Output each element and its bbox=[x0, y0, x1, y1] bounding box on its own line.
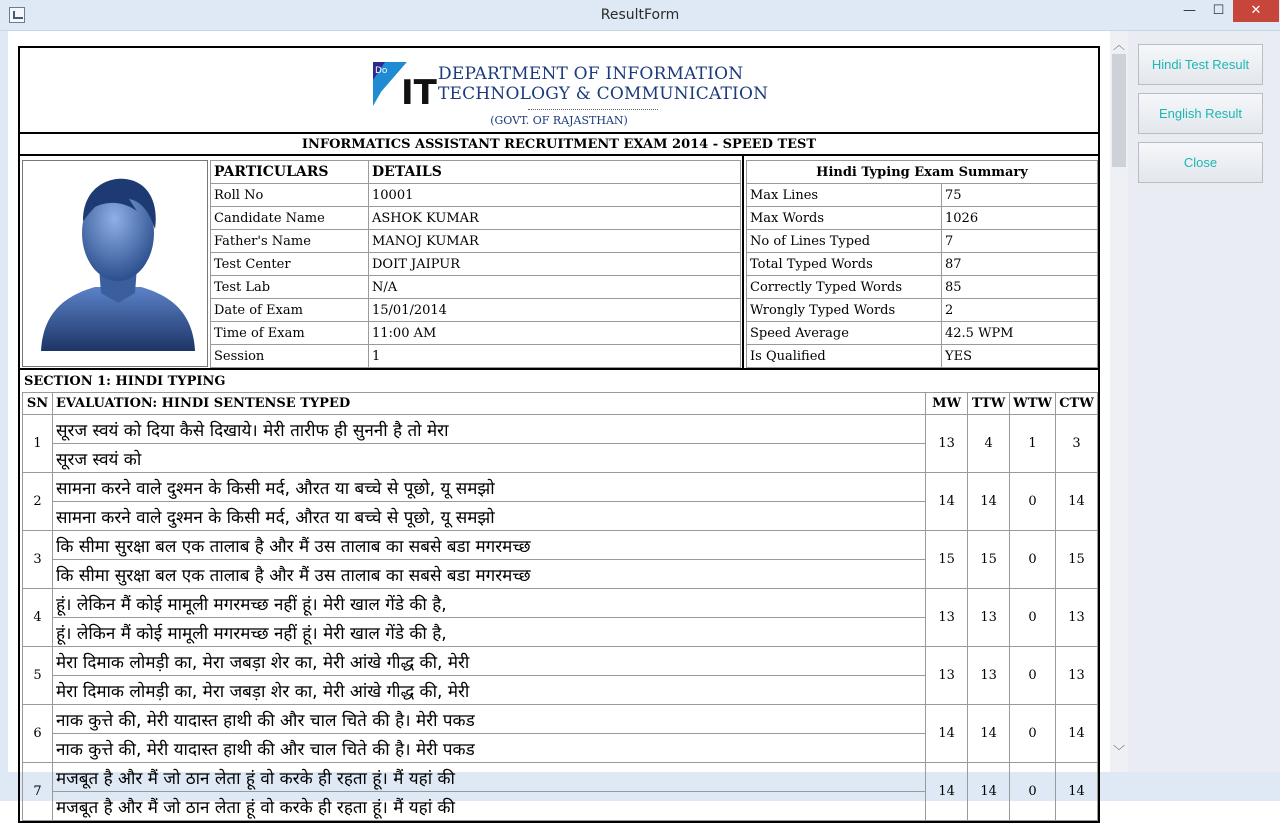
typed-sentence: मजबूत है और मैं जो ठान लेता हूं वो करके ही रहता हूं। मैं यहां की bbox=[53, 792, 926, 821]
row-value: 87 bbox=[942, 253, 1098, 276]
ttw-value: 15 bbox=[968, 531, 1010, 589]
ctw-value: 3 bbox=[1056, 415, 1098, 473]
row-value: 75 bbox=[942, 184, 1098, 207]
table-row bbox=[747, 276, 1098, 299]
table-row bbox=[23, 473, 1098, 502]
ttw-value: 4 bbox=[968, 415, 1010, 473]
ctw-value: 13 bbox=[1056, 589, 1098, 647]
wtw-value: 0 bbox=[1010, 705, 1056, 763]
table-row bbox=[747, 299, 1098, 322]
typed-sentence: सूरज स्वयं को bbox=[53, 444, 926, 473]
scroll-thumb[interactable] bbox=[1112, 54, 1126, 167]
doit-logo-icon bbox=[373, 62, 437, 113]
ttw-value: 14 bbox=[968, 473, 1010, 531]
report-viewport bbox=[8, 31, 1110, 818]
table-row bbox=[23, 763, 1098, 792]
row-sn: 3 bbox=[23, 531, 53, 589]
row-value: 42.5 WPM bbox=[942, 322, 1098, 345]
row-value: MANOJ KUMAR bbox=[369, 230, 741, 253]
row-label: Roll No bbox=[211, 184, 369, 207]
ctw-value: 13 bbox=[1056, 647, 1098, 705]
row-label: Father's Name bbox=[211, 230, 369, 253]
hindi-typing-table bbox=[22, 392, 1098, 821]
row-sn: 7 bbox=[23, 763, 53, 821]
scroll-up-icon[interactable]: ︿ bbox=[1112, 38, 1125, 52]
summary-header-row bbox=[747, 161, 1098, 184]
logo-do-text: Do bbox=[375, 66, 388, 76]
ctw-value: 14 bbox=[1056, 473, 1098, 531]
ctw-value: 15 bbox=[1056, 531, 1098, 589]
row-sn: 1 bbox=[23, 415, 53, 473]
row-value: 7 bbox=[942, 230, 1098, 253]
user-avatar-icon bbox=[37, 171, 199, 357]
row-label: Test Center bbox=[211, 253, 369, 276]
row-value: 10001 bbox=[369, 184, 741, 207]
minimize-button[interactable]: — bbox=[1183, 3, 1196, 18]
wtw-value: 0 bbox=[1010, 531, 1056, 589]
particulars-header-row bbox=[211, 161, 741, 184]
sn-header: SN bbox=[23, 393, 53, 415]
row-label: Test Lab bbox=[211, 276, 369, 299]
typed-sentence: हूं। लेकिन मैं कोई मामूली मगरमच्छ नहीं हूं। मेरी खाल गेंडे की है, bbox=[53, 618, 926, 647]
ttw-value: 14 bbox=[968, 763, 1010, 821]
ttw-value: 13 bbox=[968, 589, 1010, 647]
header-divider bbox=[528, 109, 658, 110]
report-sheet bbox=[18, 46, 1100, 823]
given-sentence: सामना करने वाले दुश्मन के किसी मर्द, औरत या बच्चे से पूछो, यू समझो bbox=[53, 473, 926, 502]
row-label: Session bbox=[211, 345, 369, 368]
hindi-test-result-button[interactable]: Hindi Test Result bbox=[1138, 44, 1263, 85]
department-name-line1: DEPARTMENT OF INFORMATION bbox=[438, 64, 744, 84]
table-row bbox=[747, 207, 1098, 230]
details-header: DETAILS bbox=[369, 161, 741, 184]
report-header bbox=[20, 48, 1098, 134]
typing-summary-table bbox=[746, 160, 1098, 368]
ttw-value: 13 bbox=[968, 647, 1010, 705]
row-label: Speed Average bbox=[747, 322, 942, 345]
table-row bbox=[211, 207, 741, 230]
table-row bbox=[211, 345, 741, 368]
ctw-value: 14 bbox=[1056, 705, 1098, 763]
table-row bbox=[211, 253, 741, 276]
table-row bbox=[747, 230, 1098, 253]
row-label: Date of Exam bbox=[211, 299, 369, 322]
table-row bbox=[211, 184, 741, 207]
given-sentence: हूं। लेकिन मैं कोई मामूली मगरमच्छ नहीं हूं। मेरी खाल गेंडे की है, bbox=[53, 589, 926, 618]
table-row bbox=[747, 253, 1098, 276]
scroll-down-icon[interactable]: ﹀ bbox=[1112, 744, 1125, 758]
row-value: DOIT JAIPUR bbox=[369, 253, 741, 276]
mw-value: 14 bbox=[926, 763, 968, 821]
row-value: N/A bbox=[369, 276, 741, 299]
table-row bbox=[23, 531, 1098, 560]
table-row bbox=[747, 345, 1098, 368]
candidate-photo bbox=[22, 160, 208, 367]
evaluation-header: EVALUATION: HINDI SENTENSE TYPED bbox=[53, 393, 926, 415]
english-result-button[interactable]: English Result bbox=[1138, 93, 1263, 134]
wtw-value: 0 bbox=[1010, 763, 1056, 821]
typed-sentence: सामना करने वाले दुश्मन के किसी मर्द, औरत या बच्चे से पूछो, यू समझो bbox=[53, 502, 926, 531]
mw-value: 13 bbox=[926, 415, 968, 473]
given-sentence: सूरज स्वयं को दिया कैसे दिखाये। मेरी तारीफ ही सुननी है तो मेरा bbox=[53, 415, 926, 444]
logo-it-text: IT bbox=[401, 73, 437, 113]
candidate-info-section bbox=[20, 156, 1098, 370]
table-row bbox=[23, 589, 1098, 618]
given-sentence: मजबूत है और मैं जो ठान लेता हूं वो करके ही रहता हूं। मैं यहां की bbox=[53, 763, 926, 792]
typed-sentence: मेरा दिमाक लोमड़ी का, मेरा जबड़ा शेर का, मेरी आंखे गीद्ध की, मेरी bbox=[53, 676, 926, 705]
row-value: YES bbox=[942, 345, 1098, 368]
close-window-button[interactable]: ✕ bbox=[1233, 0, 1279, 22]
ctw-header: CTW bbox=[1056, 393, 1098, 415]
row-sn: 6 bbox=[23, 705, 53, 763]
row-label: Wrongly Typed Words bbox=[747, 299, 942, 322]
table-row bbox=[23, 647, 1098, 676]
mw-value: 13 bbox=[926, 647, 968, 705]
particulars-table bbox=[210, 160, 741, 368]
row-label: Candidate Name bbox=[211, 207, 369, 230]
row-value: 11:00 AM bbox=[369, 322, 741, 345]
government-label: (GOVT. OF RAJASTHAN) bbox=[490, 114, 628, 127]
row-label: Max Lines bbox=[747, 184, 942, 207]
ttw-value: 14 bbox=[968, 705, 1010, 763]
row-sn: 2 bbox=[23, 473, 53, 531]
given-sentence: मेरा दिमाक लोमड़ी का, मेरा जबड़ा शेर का, मेरी आंखे गीद्ध की, मेरी bbox=[53, 647, 926, 676]
row-sn: 4 bbox=[23, 589, 53, 647]
row-label: Correctly Typed Words bbox=[747, 276, 942, 299]
wtw-header: WTW bbox=[1010, 393, 1056, 415]
typed-sentence: कि सीमा सुरक्षा बल एक तालाब है और मैं उस तालाब का सबसे बडा मगरमच्छ bbox=[53, 560, 926, 589]
table-row bbox=[211, 322, 741, 345]
typed-sentence: नाक कुत्ते की, मेरी यादास्त हाथी की और चाल चिते की है। मेरी पकड bbox=[53, 734, 926, 763]
row-value: ASHOK KUMAR bbox=[369, 207, 741, 230]
department-name-line2: TECHNOLOGY & COMMUNICATION bbox=[438, 84, 769, 104]
window-frame-left bbox=[0, 31, 8, 801]
table-row bbox=[23, 705, 1098, 734]
row-label: Total Typed Words bbox=[747, 253, 942, 276]
row-label: Is Qualified bbox=[747, 345, 942, 368]
window-title: ResultForm bbox=[600, 7, 680, 23]
hindi-table-header bbox=[23, 393, 1098, 415]
wtw-value: 0 bbox=[1010, 473, 1056, 531]
ctw-value: 14 bbox=[1056, 763, 1098, 821]
row-value: 15/01/2014 bbox=[369, 299, 741, 322]
table-row bbox=[23, 415, 1098, 444]
mw-header: MW bbox=[926, 393, 968, 415]
ttw-header: TTW bbox=[968, 393, 1010, 415]
table-row bbox=[211, 230, 741, 253]
given-sentence: नाक कुत्ते की, मेरी यादास्त हाथी की और चाल चिते की है। मेरी पकड bbox=[53, 705, 926, 734]
wtw-value: 0 bbox=[1010, 647, 1056, 705]
table-row bbox=[211, 299, 741, 322]
info-divider bbox=[742, 156, 744, 368]
row-value: 85 bbox=[942, 276, 1098, 299]
given-sentence: कि सीमा सुरक्षा बल एक तालाब है और मैं उस तालाब का सबसे बडा मगरमच्छ bbox=[53, 531, 926, 560]
title-bar bbox=[0, 0, 1280, 31]
row-label: Time of Exam bbox=[211, 322, 369, 345]
mw-value: 15 bbox=[926, 531, 968, 589]
exam-title: INFORMATICS ASSISTANT RECRUITMENT EXAM 2014 - SPEED TEST bbox=[20, 134, 1098, 156]
maximize-button[interactable]: ☐ bbox=[1212, 3, 1225, 18]
row-label: Max Words bbox=[747, 207, 942, 230]
row-value: 2 bbox=[942, 299, 1098, 322]
table-row bbox=[747, 322, 1098, 345]
mw-value: 14 bbox=[926, 705, 968, 763]
table-row bbox=[211, 276, 741, 299]
row-value: 1 bbox=[369, 345, 741, 368]
wtw-value: 1 bbox=[1010, 415, 1056, 473]
summary-title: Hindi Typing Exam Summary bbox=[747, 161, 1098, 184]
mw-value: 14 bbox=[926, 473, 968, 531]
particulars-header: PARTICULARS bbox=[211, 161, 369, 184]
table-row bbox=[747, 184, 1098, 207]
close-button[interactable]: Close bbox=[1138, 142, 1263, 183]
mw-value: 13 bbox=[926, 589, 968, 647]
row-value: 1026 bbox=[942, 207, 1098, 230]
wtw-value: 0 bbox=[1010, 589, 1056, 647]
row-sn: 5 bbox=[23, 647, 53, 705]
row-label: No of Lines Typed bbox=[747, 230, 942, 253]
section-title: SECTION 1: HINDI TYPING bbox=[24, 374, 226, 389]
